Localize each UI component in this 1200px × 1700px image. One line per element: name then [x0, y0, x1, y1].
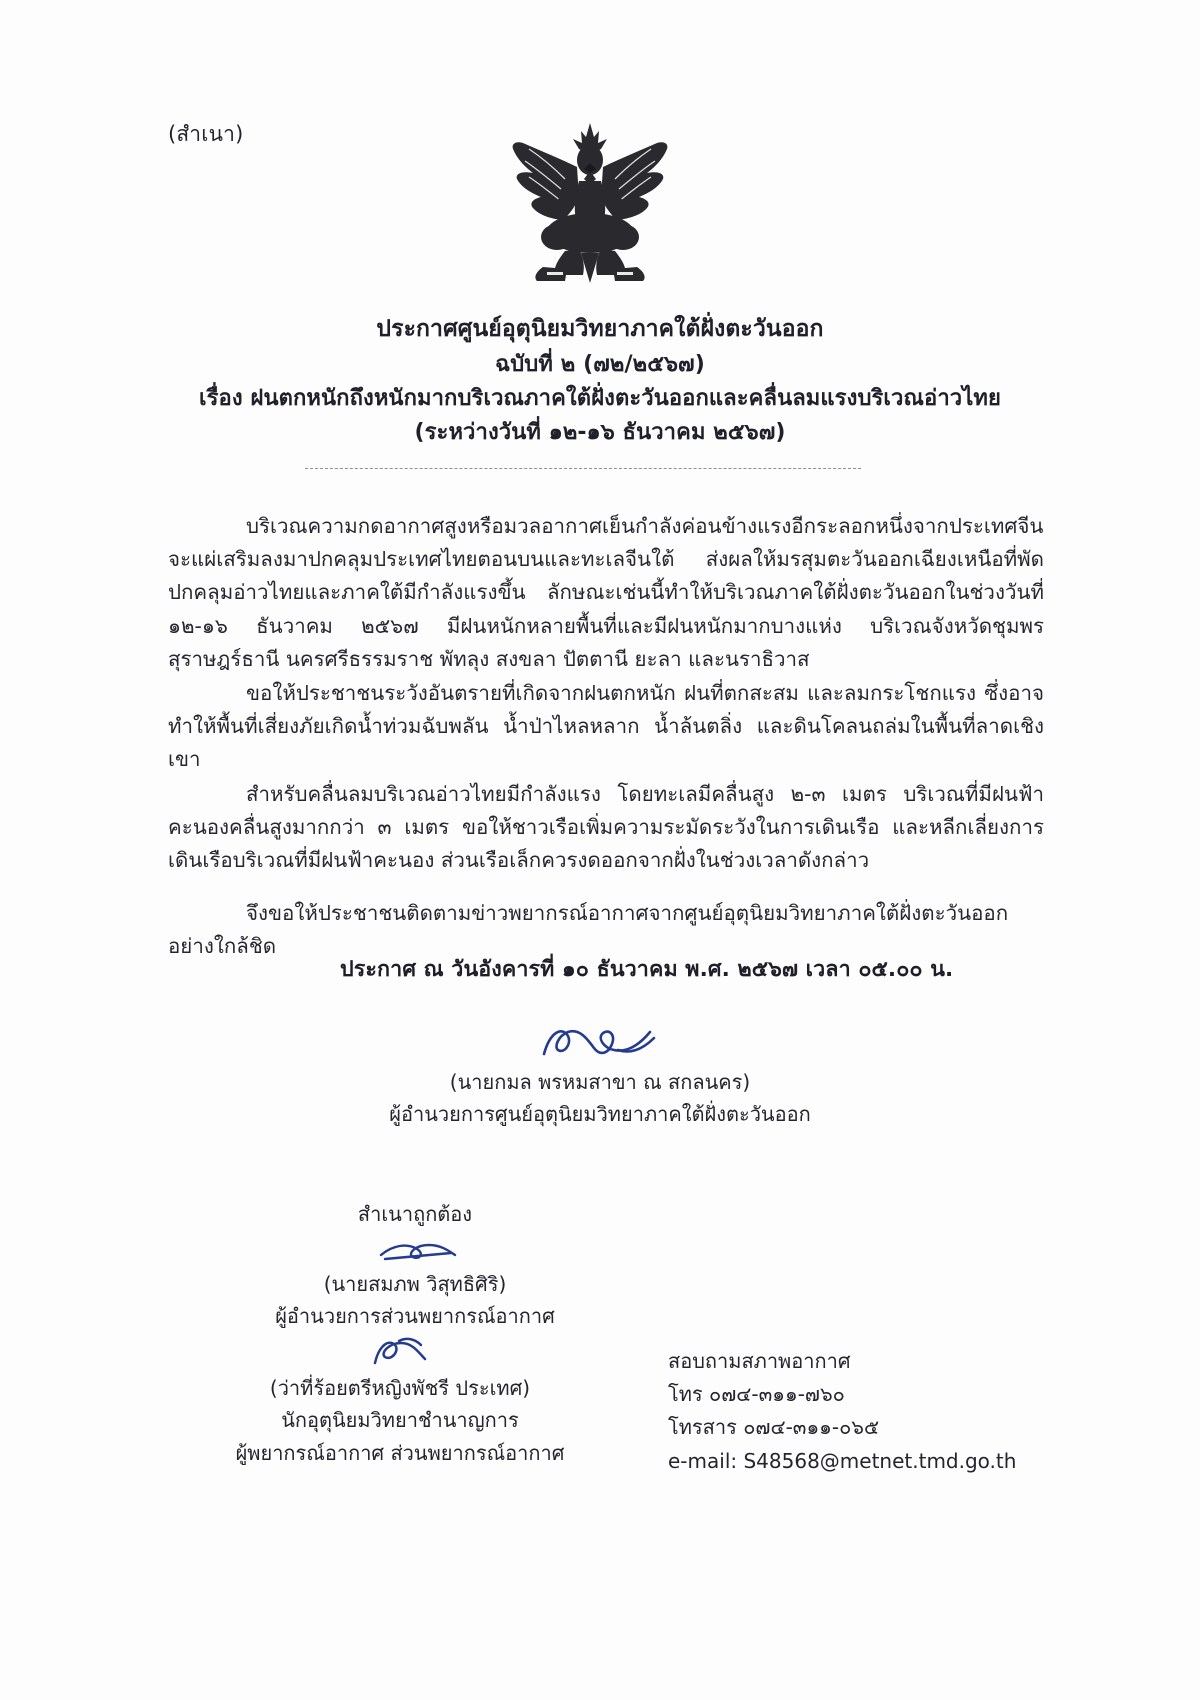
handwritten-signature-icon [175, 1232, 655, 1268]
paragraph-marine-warning: สำหรับคลื่นลมบริเวณอ่าวไทยมีกำลังแรง โดยทะเลมีคลื่นสูง ๒-๓ เมตร บริเวณที่มีฝนฟ้าคะนองคลื่นสูงมากกว่า ๓ เมตร ขอให้ชาวเรือเพิ่มความระมัดระวังในการเดินเรือ และหลีกเลี่ยงการเดินเรือบริเวณที่มีฝนฟ้าคะนอง ส่วนเรือเล็กควรงดออกจากฝั่งในช่วงเวลาดังกล่าว [168, 781, 1044, 873]
contact-heading: สอบถามสภาพอากาศ [668, 1349, 851, 1373]
contact-fax: โทรสาร ๐๗๔-๓๑๑-๐๖๕ [668, 1415, 880, 1440]
contact-email: e-mail: S48568@metnet.tmd.go.th [668, 1448, 1017, 1473]
section-divider [305, 468, 861, 469]
handwritten-signature-icon [150, 1332, 650, 1372]
handwritten-signature-icon [0, 1020, 1200, 1062]
paragraph-weather-system: บริเวณความกดอากาศสูงหรือมวลอากาศเย็นกำลังค่อนข้างแรงอีกระลอกหนึ่งจากประเทศจีน จะแผ่เสริมลงมาปกคลุมประเทศไทยตอนบนและทะเลจีนใต้ ส่งผลให้มรสุมตะวันออกเฉียงเหนือที่พัดปกคลุมอ่าวไทยและภาคใต้มีกำลังแรงขึ้น ลักษณะเช่นนี้ทำให้บริเวณภาคใต้ฝั่งตะวันออกในช่วงวันที่ ๑๒-๑๖ ธันวาคม ๒๕๖๗ มีฝนหนักหลายพื้นที่และมีฝนหนักมากบางแห่ง บริเวณจังหวัดชุมพร สุราษฎร์ธานี นครศรีธรรมราช พัทลุง สงขลา ปัตตานี ยะลา และนราธิวาส [168, 514, 1044, 671]
announcement-datetime: ประกาศ ณ วันอังคารที่ ๑๐ ธันวาคม พ.ศ. ๒๕๖๗ เวลา ๐๕.๐๐ น. [340, 957, 954, 982]
forecaster-role-line1: นักอุตุนิยมวิทยาชำนาญการ [281, 1408, 519, 1433]
director-role: ผู้อำนวยการศูนย์อุตุนิยมวิทยาภาคใต้ฝั่งตะวันออก [389, 1102, 811, 1126]
paragraph-public-warning: ขอให้ประชาชนระวังอันตรายที่เกิดจากฝนตกหนัก ฝนที่ตกสะสม และลมกระโชกแรง ซึ่งอาจทำให้พื้นที่เสี่ยงภัยเกิดน้ำท่วมฉับพลัน น้ำป่าไหลหลาก น้ำล้นตลิ่ง และดินโคลนถล่มในพื้นที่ลาดเชิงเขา [168, 681, 1044, 772]
announcement-date-range: (ระหว่างวันที่ ๑๒-๑๖ ธันวาคม ๒๕๖๗) [414, 419, 786, 445]
certified-copy-block [175, 1198, 655, 1333]
forecaster-name: (ว่าที่ร้อยตรีหญิงพัชรี ประเทศ) [269, 1376, 531, 1400]
copy-marker: (สำเนา) [168, 122, 244, 146]
certifier-role: ผู้อำนวยการส่วนพยากรณ์อากาศ [275, 1304, 555, 1329]
certifier-name: (นายสมภพ วิสุทธิศิริ) [323, 1272, 507, 1296]
garuda-emblem [490, 112, 690, 292]
director-signature-block [0, 1020, 1200, 1130]
contact-block [668, 1345, 1088, 1478]
announcement-subject: เรื่อง ฝนตกหนักถึงหนักมากบริเวณภาคใต้ฝั่งตะวันออกและคลื่นลมแรงบริเวณอ่าวไทย [199, 385, 1001, 411]
paragraph-follow-forecast: จึงขอให้ประชาชนติดตามข่าวพยากรณ์อากาศจากศูนย์อุตุนิยมวิทยาภาคใต้ฝั่งตะวันออกอย่างใกล้ชิด [168, 901, 1009, 959]
title-block [0, 312, 1200, 450]
announcement-title: ประกาศศูนย์อุตุนิยมวิทยาภาคใต้ฝั่งตะวันออก [376, 316, 824, 342]
forecaster-signature-block [150, 1330, 650, 1469]
contact-phone: โทร ๐๗๔-๓๑๑-๗๖๐ [668, 1382, 845, 1407]
director-name: (นายกมล พรหมสาขา ณ สกลนคร) [449, 1070, 751, 1094]
body-text [168, 510, 1044, 965]
forecaster-role-line2: ผู้พยากรณ์อากาศ ส่วนพยากรณ์อากาศ [235, 1440, 565, 1465]
certified-copy-label: สำเนาถูกต้อง [357, 1202, 473, 1226]
announcement-number: ฉบับที่ ๒ (๗๒/๒๕๖๗) [495, 351, 705, 377]
